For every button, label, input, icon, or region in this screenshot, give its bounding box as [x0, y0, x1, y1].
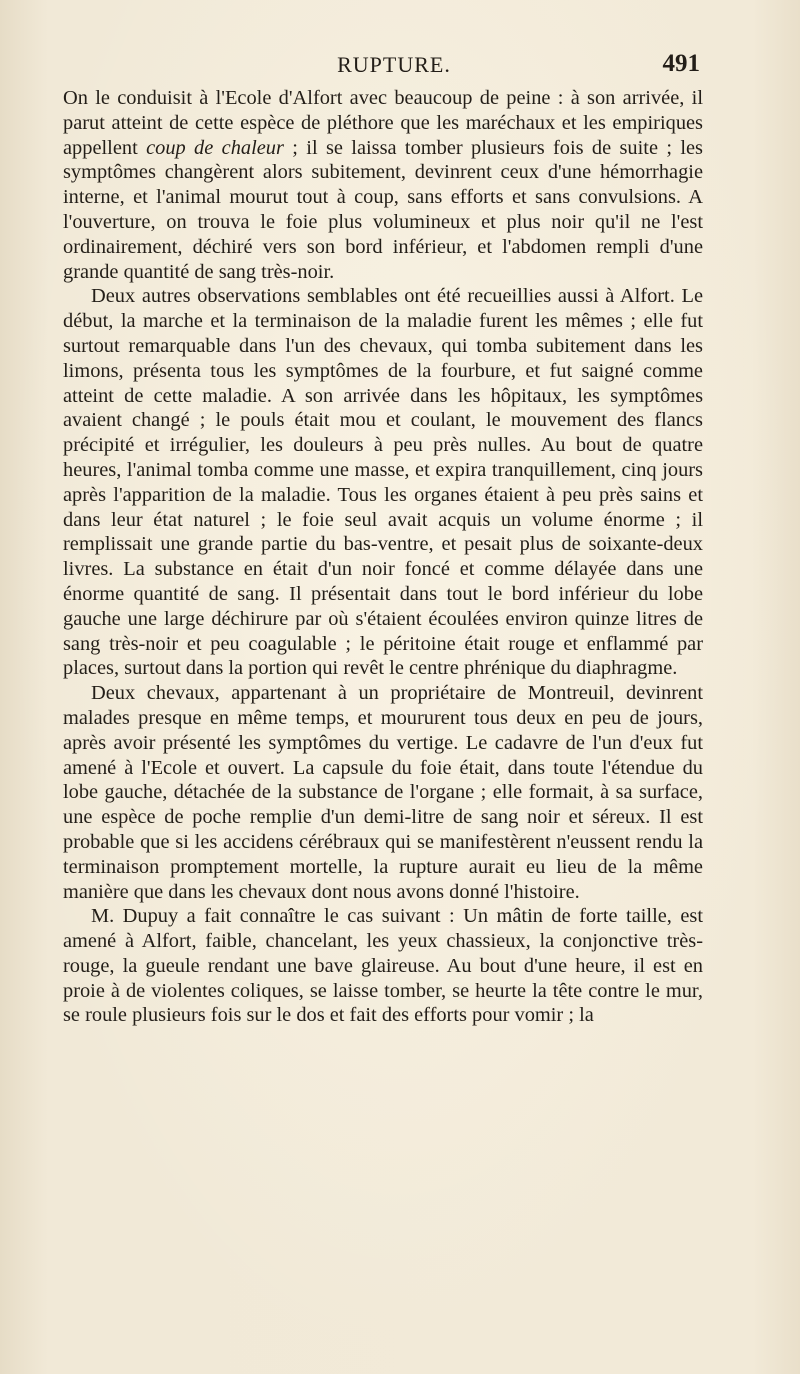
paragraph-3: Deux chevaux, appartenant à un propriétaire de Montreuil, devinrent malades presque en même temps, et moururent tous deux en peu de jours, après avoir présenté les symptômes du vertige. Le cadavre de l'un d'eux fut amené à l'Ecole et ouvert. La capsule du foie était, dans toute l'étendue du lobe gauche, détachée de la substance de l'organe ; elle formait, à sa surface, une espèce de poche remplie d'un demi-litre de sang noir et séreux. Il est probable que si les accidens cérébraux qui se manifestèrent n'eussent rendu la terminaison promptement mortelle, la rupture aurait eu lieu de la même manière que dans les chevaux dont nous avons donné l'histoire.	[63, 682, 703, 903]
page-number: 491	[662, 50, 700, 77]
paragraph-4: M. Dupuy a fait connaître le cas suivant : Un mâtin de forte taille, est amené à Alfort, faible, chancelant, les yeux chassieux, la conjonctive très-rouge, la gueule rendant une bave glaireuse. Au bout d'une heure, il est en proie à de violentes coliques, se laisse tomber, se heurte la tête contre le mur, se roule plusieurs fois sur le dos et fait des efforts pour vomir ; la	[63, 905, 703, 1027]
paragraph-1-italic: coup de chaleur	[146, 136, 284, 159]
paragraph-2: Deux autres observations semblables ont été recueillies aussi à Alfort. Le début, la marche et la terminaison de la maladie furent les mêmes ; elle fut surtout remarquable dans l'un des chevaux, qui tomba subitement dans les limons, présenta tous les symptômes de la fourbure, et fut saigné comme atteint de cette maladie. A son arrivée dans les hôpitaux, les symptômes avaient changé ; le pouls était mou et coulant, le mouvement des flancs précipité et irrégulier, les douleurs à peu près nulles. Au bout de quatre heures, l'animal tomba comme une masse, et expira tranquillement, cinq jours après l'apparition de la maladie. Tous les organes étaient à peu près sains et dans leur état naturel ; le foie seul avait acquis un volume énorme ; il remplissait une grande partie du bas-ventre, et pesait plus de soixante-deux livres. La substance en était d'un noir foncé et comme délayée dans une énorme quantité de sang. Il présentait dans tout le bord inférieur du lobe gauche une large déchirure par où s'étaient écoulées environ quinze litres de sang très-noir et peu coagulable ; le péritoine était rouge et enflammé par places, surtout dans la portion qui revêt le centre phrénique du diaphragme.	[63, 285, 703, 680]
paragraph-1-text-a: On le conduisit à l'Ecole d'Alfort avec beaucoup de peine : à son arrivée, il parut atteint de cette espèce de pléthore que les maréchaux et les empiriques appellent	[63, 87, 703, 159]
body-text	[63, 86, 703, 1028]
paragraph-1-text-b: ; il se laissa tomber plusieurs fois de suite ; les symptômes changèrent alors subitement, devinrent ceux d'une hémorrhagie interne, et l'animal mourut tout à coup, sans efforts et sans convulsions. A l'ouverture, on trouva le foie plus volumineux et plus noir qu'il ne l'est ordinairement, déchiré vers son bord inférieur, et l'abdomen rempli d'une grande quantité de sang très-noir.	[63, 136, 703, 283]
running-title: RUPTURE.	[337, 52, 451, 77]
paragraph-1	[63, 86, 703, 284]
page-header	[62, 50, 702, 84]
